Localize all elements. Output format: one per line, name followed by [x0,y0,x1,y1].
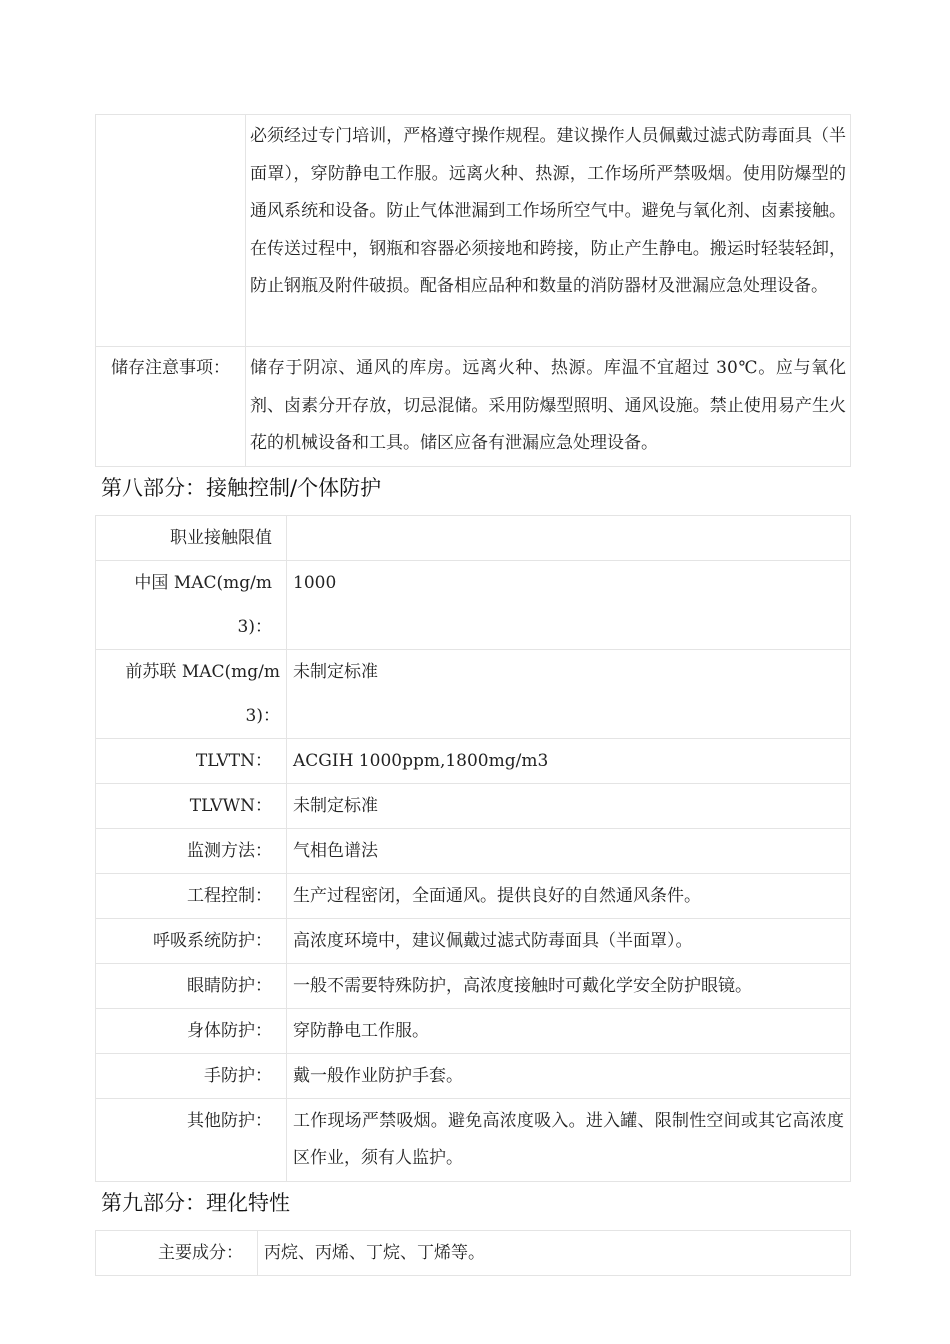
handling-storage-table [95,114,851,467]
table-row [96,516,851,561]
storage-precautions-label: 储存注意事项： [96,347,246,467]
table-row [96,964,851,1009]
row-label: 眼睛防护： [96,964,287,1009]
row-label: 其他防护： [96,1099,287,1182]
row-value: ACGIH 1000ppm,1800mg/m3 [287,739,851,784]
row-label: 监测方法： [96,829,287,874]
row-value [287,516,851,561]
row-value: 一般不需要特殊防护，高浓度接触时可戴化学安全防护眼镜。 [287,964,851,1009]
row-label: 前苏联 MAC(mg/m3)： [96,650,287,739]
table-row [96,347,851,467]
table-row [96,1009,851,1054]
row-value: 戴一般作业防护手套。 [287,1054,851,1099]
row-value: 高浓度环境中，建议佩戴过滤式防毒面具（半面罩）。 [287,919,851,964]
row-label: 职业接触限值 [96,516,287,561]
row-value: 穿防静电工作服。 [287,1009,851,1054]
table-row [96,874,851,919]
table-row [96,115,851,347]
table-row [96,784,851,829]
row-label: 中国 MAC(mg/m3)： [96,561,287,650]
row-label: 工程控制： [96,874,287,919]
physical-chemical-table [95,1230,851,1276]
table-row [96,1054,851,1099]
row-value: 丙烷、丙烯、丁烷、丁烯等。 [258,1231,851,1276]
row-value: 工作现场严禁吸烟。避免高浓度吸入。进入罐、限制性空间或其它高浓度区作业，须有人监护。 [287,1099,851,1182]
row-label: TLVWN： [96,784,287,829]
row-label: TLVTN： [96,739,287,784]
storage-precautions-text: 储存于阴凉、通风的库房。远离火种、热源。库温不宜超过 30℃。应与氧化剂、卤素分开存放，切忌混储。采用防爆型照明、通风设施。禁止使用易产生火花的机械设备和工具。储区应备有泄漏应急处理设备。 [246,347,851,467]
document-page [95,114,850,1276]
table-row [96,829,851,874]
row-label [96,115,246,347]
row-value: 未制定标准 [287,784,851,829]
table-row [96,650,851,739]
row-value: 气相色谱法 [287,829,851,874]
row-value: 未制定标准 [287,650,851,739]
table-row [96,561,851,650]
row-value: 生产过程密闭，全面通风。提供良好的自然通风条件。 [287,874,851,919]
table-row [96,919,851,964]
table-row [96,739,851,784]
row-value: 1000 [287,561,851,650]
row-label: 身体防护： [96,1009,287,1054]
row-label: 主要成分： [96,1231,258,1276]
section-9-heading: 第九部分：理化特性 [101,1191,290,1215]
table-row [96,1231,851,1276]
table-row [96,1099,851,1182]
row-label: 呼吸系统防护： [96,919,287,964]
row-label: 手防护： [96,1054,287,1099]
handling-precautions-text: 必须经过专门培训，严格遵守操作规程。建议操作人员佩戴过滤式防毒面具（半面罩），穿防静电工作服。远离火种、热源，工作场所严禁吸烟。使用防爆型的通风系统和设备。防止气体泄漏到工作场所空气中。避免与氧化剂、卤素接触。在传送过程中，钢瓶和容器必须接地和跨接，防止产生静电。搬运时轻装轻卸，防止钢瓶及附件破损。配备相应品种和数量的消防器材及泄漏应急处理设备。 [246,115,851,347]
exposure-control-table [95,515,851,1182]
section-8-heading: 第八部分：接触控制/个体防护 [101,476,382,500]
